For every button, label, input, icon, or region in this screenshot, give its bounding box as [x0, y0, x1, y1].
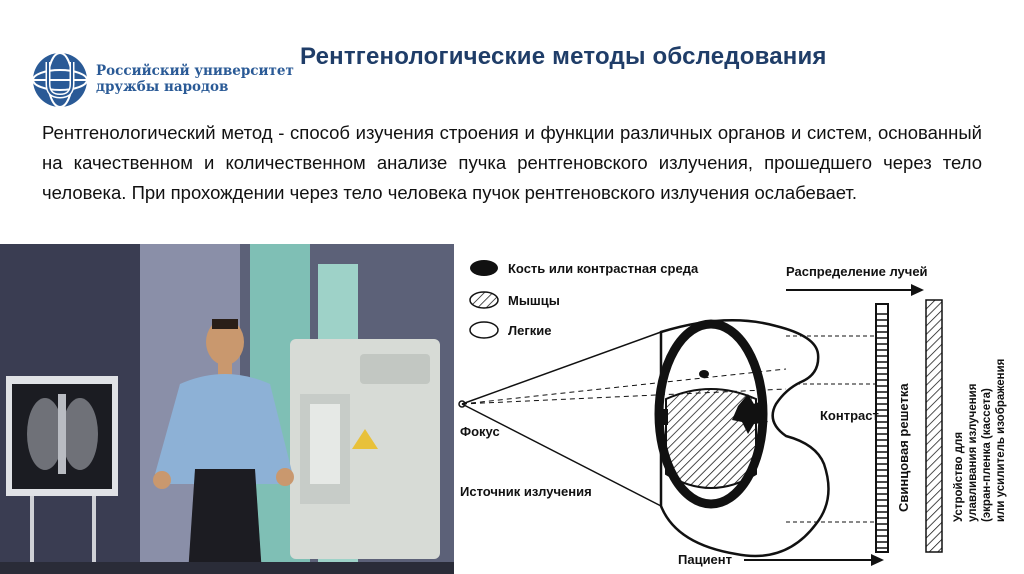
legend-bone-swatch	[470, 260, 498, 276]
grid-label: Свинцовая решетка	[896, 383, 911, 512]
device-line2: улавливания излучения	[967, 383, 979, 522]
ray-distribution-label: Распределение лучей	[786, 264, 928, 279]
legend-lungs-swatch	[470, 322, 498, 338]
contrast-label: Контраст	[820, 408, 879, 423]
university-name	[96, 63, 294, 95]
source-label: Источник излучения	[460, 484, 592, 499]
description-paragraph: Рентгенологический метод - способ изучения строения и функции различных органов и систем, основанный на качественном и количественном анализе пучка рентгеновского излучения, прошедшего через тело человека. При прохождении через тело человека пучок рентгеновского излучения ослабевает.	[42, 122, 982, 203]
legend-lungs-label: Легкие	[508, 323, 552, 338]
university-line2: дружбы народов	[96, 79, 229, 95]
rudn-logo-icon	[30, 50, 90, 110]
page-title: Рентгенологические методы обследования	[300, 43, 827, 70]
legend-bone-label: Кость или контрастная среда	[508, 261, 699, 276]
university-line1: Российский университет	[96, 63, 294, 79]
xray-diagram	[456, 244, 1024, 574]
xray-room-photo	[0, 244, 454, 574]
patient-label: Пациент	[678, 552, 733, 567]
focus-label: Фокус	[460, 424, 500, 439]
device-line4: или усилитель изображения	[995, 358, 1007, 522]
device-line1: Устройство для	[953, 431, 965, 522]
legend-muscle-swatch	[470, 292, 498, 308]
device-line3: (экран-пленка (кассета)	[981, 388, 993, 522]
grid-lines	[876, 314, 888, 548]
legend-muscle-label: Мышцы	[508, 293, 560, 308]
